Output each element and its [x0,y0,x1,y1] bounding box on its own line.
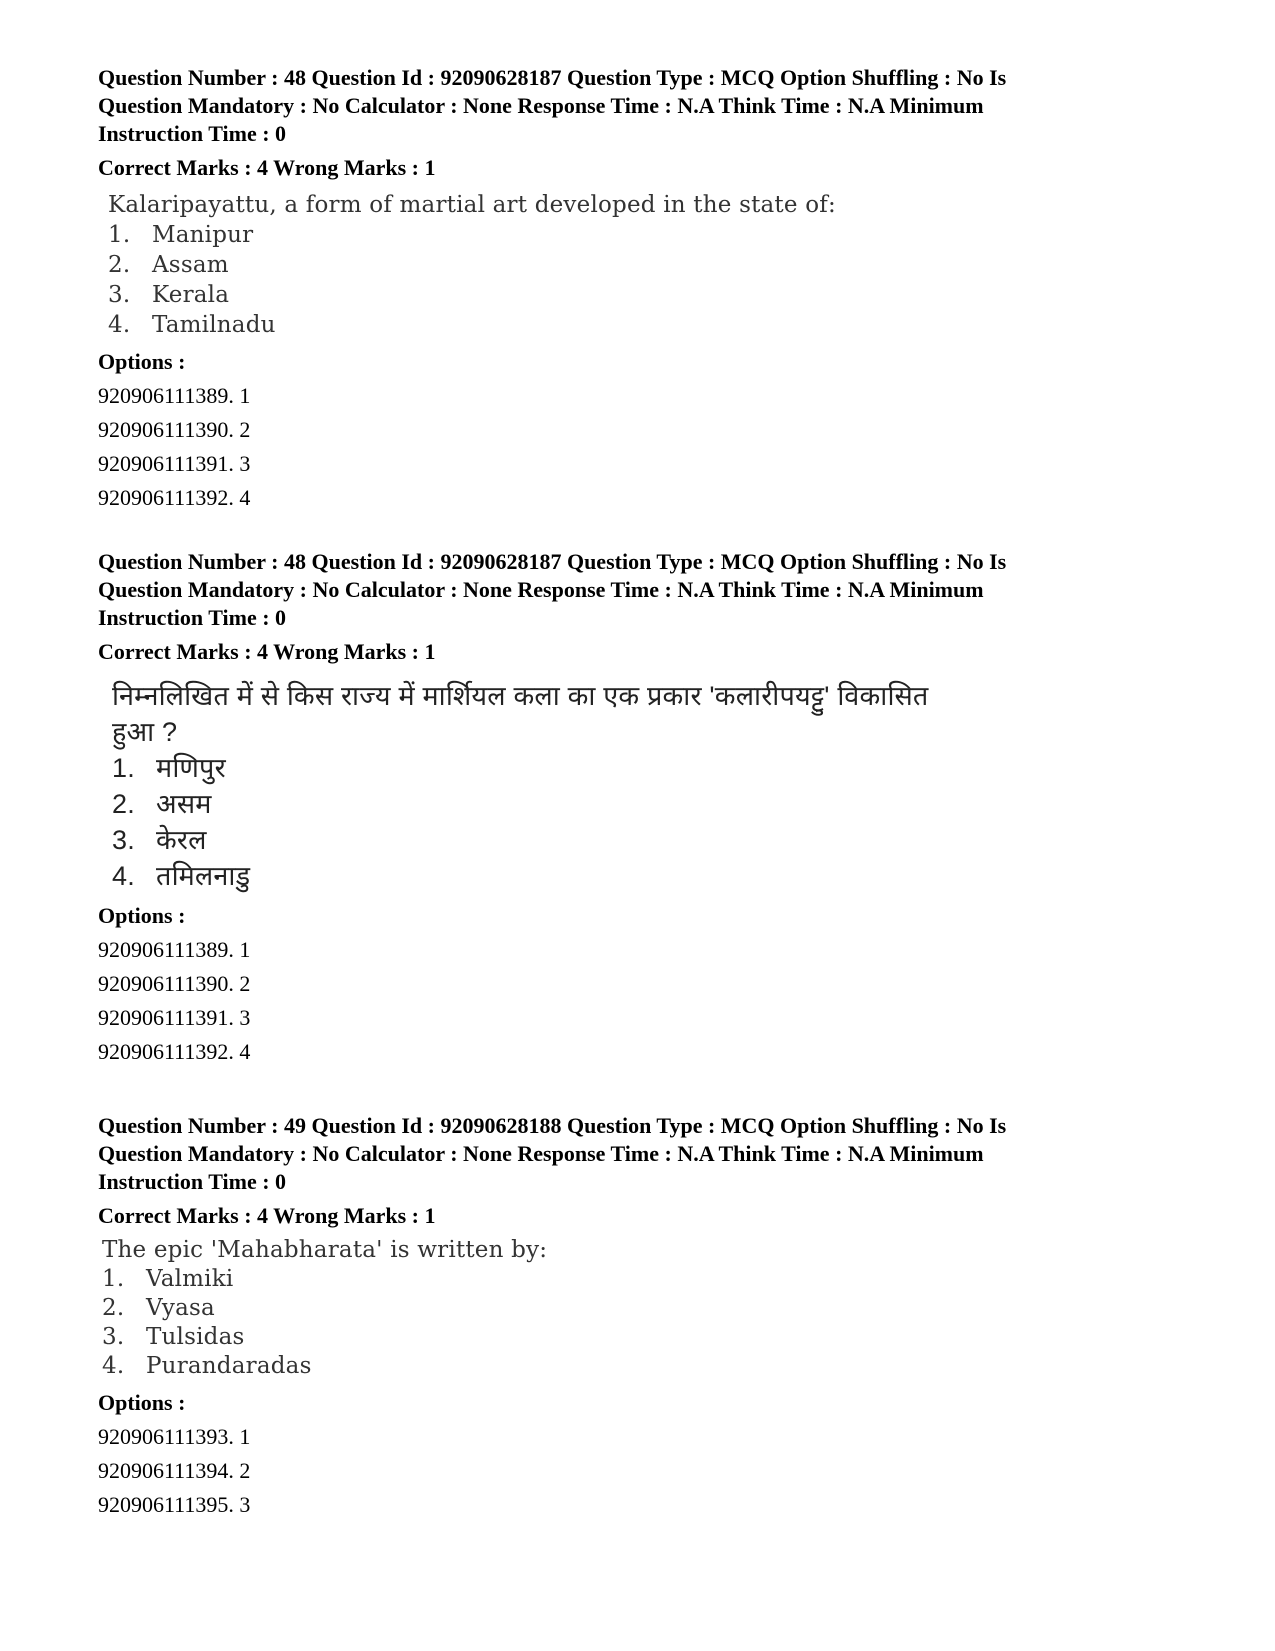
option-item: 920906111390. 2 [98,971,251,996]
question-meta [98,548,1188,632]
option-item: 920906111393. 1 [98,1424,251,1449]
question-body [108,190,1188,340]
choice-number: 4. [102,1353,125,1379]
choice-item [108,310,1188,340]
meta-line: Question Mandatory : No Calculator : None Response Time : N.A Think Time : N.A Minimum [98,93,984,118]
choice-text: Tamilnadu [152,312,276,338]
meta-line: Question Mandatory : No Calculator : None Response Time : N.A Think Time : N.A Minimum [98,1141,984,1166]
choice-item [112,750,1188,786]
choice-item [102,1265,1188,1294]
question-body [112,678,1188,894]
choice-item [108,250,1188,280]
choice-text: Assam [152,252,229,278]
choice-number: 2. [102,1295,125,1321]
option-item: 920906111391. 3 [98,1005,251,1030]
choice-text: मणिपुर [156,753,226,783]
choice-item [112,786,1188,822]
choice-text: असम [156,789,212,819]
option-item: 920906111389. 1 [98,383,251,408]
choice-number: 2. [108,252,131,278]
choice-text: Valmiki [146,1266,234,1292]
choice-list [102,1265,1188,1381]
question-text: The epic 'Mahabharata' is written by: [102,1237,548,1263]
options-title: Options : [98,1390,186,1415]
options-title: Options : [98,903,186,928]
choice-item [102,1294,1188,1323]
choice-item [108,220,1188,250]
option-item: 920906111392. 4 [98,1039,251,1064]
option-item: 920906111389. 1 [98,937,251,962]
choice-text: Purandaradas [146,1353,312,1379]
question-text: निम्नलिखित में से किस राज्य में मार्शियल कला का एक प्रकार 'कलारीपयट्टु' विकासित [112,681,929,711]
choice-number: 2. [112,789,135,819]
option-item: 920906111394. 2 [98,1458,251,1483]
choice-text: Kerala [152,282,230,308]
choice-number: 1. [108,222,131,248]
choice-list [112,750,1188,894]
question-block [98,1112,1188,1519]
choice-item [112,822,1188,858]
marks-line: Correct Marks : 4 Wrong Marks : 1 [98,639,436,664]
meta-line: Question Mandatory : No Calculator : None Response Time : N.A Think Time : N.A Minimum [98,577,984,602]
choice-item [112,858,1188,894]
choice-number: 4. [108,312,131,338]
choice-text: Tulsidas [146,1324,245,1350]
marks-line: Correct Marks : 4 Wrong Marks : 1 [98,1203,436,1228]
question-block [98,64,1188,512]
choice-item [102,1352,1188,1381]
meta-line: Instruction Time : 0 [98,121,287,146]
choice-list [108,220,1188,340]
choice-number: 3. [112,825,135,855]
meta-line: Question Number : 49 Question Id : 92090628188 Question Type : MCQ Option Shuffling : No Is [98,1113,1007,1138]
meta-line: Question Number : 48 Question Id : 92090628187 Question Type : MCQ Option Shuffling : No Is [98,65,1007,90]
choice-item [108,280,1188,310]
choice-text: केरल [156,825,207,855]
option-item: 920906111391. 3 [98,451,251,476]
question-body [102,1236,1188,1381]
choice-number: 1. [112,753,135,783]
question-block [98,548,1188,1066]
question-meta [98,1112,1188,1196]
meta-line: Question Number : 48 Question Id : 92090628187 Question Type : MCQ Option Shuffling : No Is [98,549,1007,574]
choice-number: 1. [102,1266,125,1292]
option-item: 920906111390. 2 [98,417,251,442]
meta-line: Instruction Time : 0 [98,1169,287,1194]
option-item: 920906111395. 3 [98,1492,251,1517]
option-item: 920906111392. 4 [98,485,251,510]
question-text: Kalaripayattu, a form of martial art developed in the state of: [108,192,836,218]
question-text: हुआ ? [112,717,178,747]
meta-line: Instruction Time : 0 [98,605,287,630]
choice-text: Vyasa [146,1295,215,1321]
choice-item [102,1323,1188,1352]
choice-number: 3. [108,282,131,308]
choice-text: Manipur [152,222,254,248]
choice-text: तमिलनाडु [156,861,251,891]
choice-number: 3. [102,1324,125,1350]
choice-number: 4. [112,861,135,891]
options-title: Options : [98,349,186,374]
question-meta [98,64,1188,148]
marks-line: Correct Marks : 4 Wrong Marks : 1 [98,155,436,180]
